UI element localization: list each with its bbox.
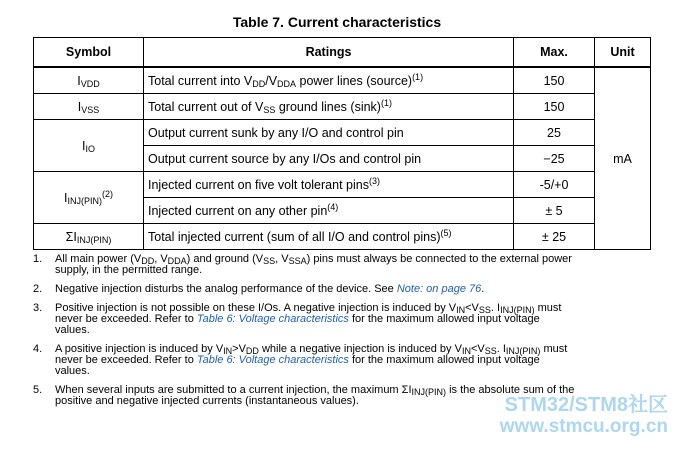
footnote-2: 2. Negative injection disturbs the analog performance of the device. See Note: on page 76. xyxy=(33,283,485,295)
table-6-link[interactable]: Table 6: Voltage characteristics xyxy=(196,354,349,366)
footnote-4: 4. A positive injection is induced by $V_{IN}>V_{DD}$ while a negative injection is induced by $V_{IN}<V_{SS}$. $I_{INJ(PIN)}$ must never be exceeded. Refer to Table 6: Voltage characteristics for the maximum allowed input voltage values. xyxy=(33,343,568,377)
header-ratings: Ratings xyxy=(144,38,514,68)
watermark-line1: STM32/STM8社区 xyxy=(504,394,668,416)
rating-cell: Output current sunk by any I/O and control pin xyxy=(144,120,514,146)
symbol-cell: $I_{INJ(PIN)}^{(2)}$ xyxy=(34,172,144,224)
symbol-cell: $I_{VDD}$ xyxy=(34,67,144,94)
symbol-cell: $I_{VSS}$ xyxy=(34,94,144,120)
table-row xyxy=(34,172,651,198)
header-max: Max. xyxy=(514,38,595,68)
max-cell: 150 xyxy=(514,94,595,120)
max-cell: 25 xyxy=(514,120,595,146)
rating-cell: Output current source by any I/Os and control pin xyxy=(144,146,514,172)
header-unit: Unit xyxy=(595,38,651,68)
table-row xyxy=(34,224,651,250)
header-row xyxy=(34,38,651,68)
max-cell: ± 5 xyxy=(514,198,595,224)
rating-cell: Injected current on any other pin$^{(4)}$ xyxy=(144,198,514,224)
current-characteristics-table xyxy=(33,37,651,250)
rating-cell: Total current into $V_{DD}/V_{DDA}$ power lines (source)$^{(1)}$ xyxy=(144,67,514,94)
header-symbol: Symbol xyxy=(34,38,144,68)
rating-cell: Total current out of $V_{SS}$ ground lines $(\sin k)^{(1)}$ xyxy=(144,94,514,120)
table-row xyxy=(34,120,651,146)
rating-cell: Total injected current (sum of all I/O and control pins)$^{(5)}$ xyxy=(144,224,514,250)
max-cell: -5/+0 xyxy=(514,172,595,198)
table-row xyxy=(34,94,651,120)
footnote-1: 1. All main power ($V_{DD}$, $V_{DDA}$) and ground ($V_{SS}$, $V_{SSA}$) pins must always be connected to the external power supply, in the permitted range. xyxy=(33,253,572,276)
symbol-cell: $I_{IO}$ xyxy=(34,120,144,172)
footnote-3: 3. Positive injection is not possible on these I/Os. A negative injection is induced by $V_{IN}<V_{SS}$. $I_{INJ(PIN)}$ must never be exceeded. Refer to Table 6: Voltage characteristics for the maximum allowed input voltage values. xyxy=(33,302,562,336)
unit-cell: mA xyxy=(595,67,651,250)
watermark xyxy=(428,394,668,438)
max-cell: −25 xyxy=(514,146,595,172)
table-title: Table 7. Current characteristics xyxy=(232,14,442,30)
symbol-cell: $\Sigma I_{INJ(PIN)}$ xyxy=(34,224,144,250)
rating-cell: Injected current on five volt tolerant pins$^{(3)}$ xyxy=(144,172,514,198)
footnotes xyxy=(33,254,643,415)
watermark-line2: www.stmcu.org.cn xyxy=(499,416,668,437)
max-cell: ± 25 xyxy=(514,224,595,250)
max-cell: 150 xyxy=(514,67,595,94)
note-link[interactable]: Note: on page 76 xyxy=(396,283,482,295)
table-6-link[interactable]: Table 6: Voltage characteristics xyxy=(196,313,349,325)
footnote-5: 5. When several inputs are submitted to a current injection, the maximum $\Sigma I_{INJ(PIN)}$ is the absolute sum of the positive and negative injected currents (instantaneous values). xyxy=(33,384,575,407)
table-row xyxy=(34,67,651,94)
